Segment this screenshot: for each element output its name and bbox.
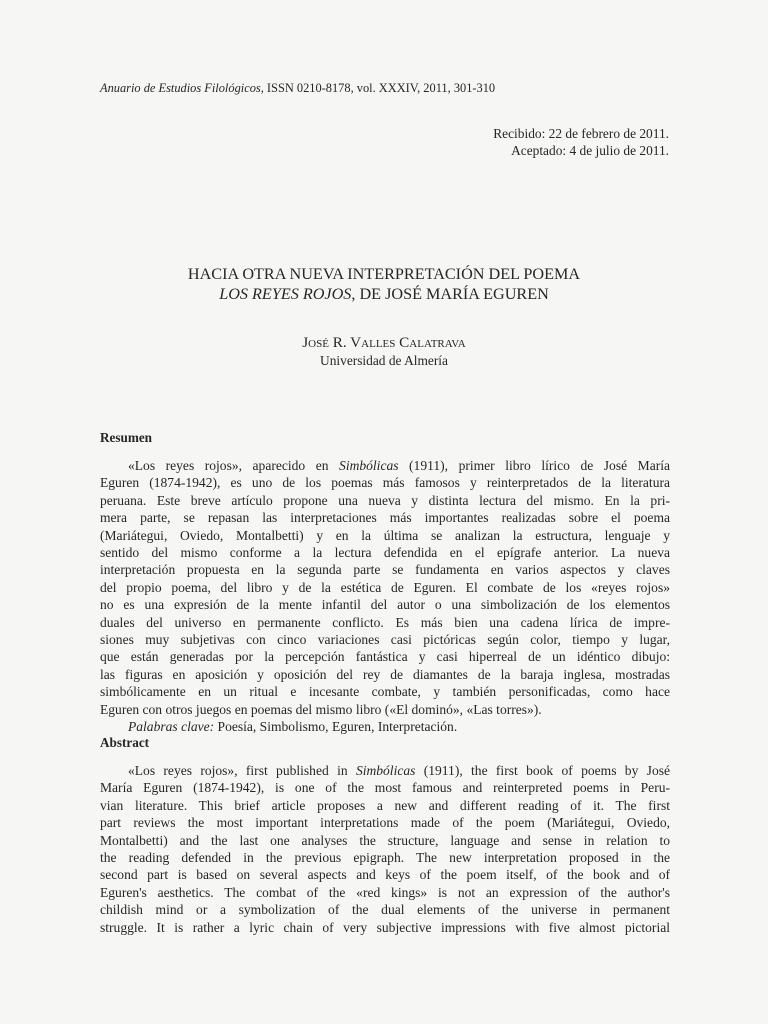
keywords-line — [100, 718, 670, 735]
resumen-heading: Resumen — [100, 430, 153, 445]
resumen-line: sentido del mismo conforme a la lectura defendida en el epígrafe anterior. La nueva — [100, 545, 670, 561]
poem-title: LOS REYES ROJOS — [219, 285, 352, 303]
resumen-line: Eguren con otros juegos en poemas del mismo libro («El dominó», «Las torres»). — [100, 701, 542, 717]
abstract-heading: Abstract — [100, 735, 150, 750]
abstract-line: struggle. It is rather a lyric chain of very subjective impressions with five almost pictorial — [100, 919, 670, 935]
title-line-2 — [100, 284, 668, 304]
abstract-line: Eguren's aesthetics. The combat of the «red kings» is not an expression of the author's — [100, 884, 670, 900]
journal-name: Anuario de Estudios Filológicos, — [100, 81, 264, 95]
resumen-line: peruana. Este breve artículo propone una nueva y distinta lectura del mismo. En la pri- — [100, 492, 670, 508]
resumen-line: siones muy subjetivas con cinco variaciones casi pictóricas según color, tiempo y lugar, — [100, 632, 670, 648]
abstract-line: second part is based on several aspects and keys of the poem itself, of the book and of — [100, 867, 670, 883]
resumen-line: las figuras en aposición y oposición del rey de diamantes de la baraja inglesa, mostradas — [100, 666, 670, 682]
keywords-values: Poesía, Simbolismo, Eguren, Interpretación. — [214, 719, 458, 735]
resumen-line: (Mariátegui, Oviedo, Montalbetti) y en la última se analizan la estructura, lenguaje y — [100, 527, 670, 543]
abstract-line: part reviews the most important interpretations made of the poem (Mariátegui, Oviedo, — [100, 815, 670, 831]
abstract-line: the reading defended in the previous epigraph. The new interpretation proposed in the — [100, 850, 670, 866]
abstract-body — [100, 762, 670, 936]
title-line-1: HACIA OTRA NUEVA INTERPRETACIÓN DEL POEMA — [187, 265, 581, 283]
article-title — [100, 264, 668, 304]
abstract-line: vian literature. This brief article proposes a new and different reading of it. The first — [100, 797, 670, 813]
resumen-line: interpretación propuesta en la segunda parte se fundamenta en varios aspectos y claves — [100, 562, 670, 578]
resumen-line: duales del universo en permanente conflicto. Es más bien una cadena lírica de impre- — [100, 614, 670, 630]
title-line-2-rest: , DE JOSÉ MARÍA EGUREN — [351, 285, 549, 303]
resumen-line: Eguren (1874-1942), es uno de los poemas más famosos y reinterpretados de la literatura — [100, 475, 670, 491]
accepted-date: Aceptado: 4 de julio de 2011. — [511, 143, 669, 158]
submission-dates — [493, 125, 669, 159]
journal-citation — [100, 80, 670, 96]
resumen-line: no es una expresión de la mente infantil del autor o una simbolización de los elementos — [100, 597, 670, 613]
author-affiliation: Universidad de Almería — [320, 353, 448, 368]
abstract-line: María Eguren (1874-1942), is one of the most famous and reinterpreted poems in Peru- — [100, 780, 670, 796]
journal-details: ISSN 0210-8178, vol. XXXIV, 2011, 301-310 — [263, 81, 496, 95]
resumen-line: que están generadas por la percepción fantástica y casi hiperreal de un idéntico dibujo: — [100, 649, 670, 665]
keywords-label: Palabras clave: — [128, 719, 215, 735]
abstract-line: childish mind or a symbolization of the dual elements of the universe in permanent — [100, 902, 670, 918]
abstract-line: «Los reyes rojos», first published in Simbólicas (1911), the first book of poems by José — [128, 763, 670, 778]
resumen-body — [100, 457, 670, 736]
resumen-line: «Los reyes rojos», aparecido en Simbólicas (1911), primer libro lírico de José María — [128, 458, 671, 473]
resumen-line: simbólicamente en un ritual e incesante combate, y también personificadas, como hace — [100, 684, 670, 700]
resumen-line: mera parte, se repasan las interpretaciones más importantes realizadas sobre el poema — [100, 510, 670, 526]
author-name: José R. Valles Calatrava — [302, 334, 466, 351]
resumen-line: del propio poema, del libro y de la estética de Eguren. El combate de los «reyes rojos» — [100, 579, 670, 595]
abstract-line: Montalbetti) and the last one analyses the structure, language and sense in relation to — [100, 832, 670, 848]
received-date: Recibido: 22 de febrero de 2011. — [493, 126, 669, 141]
